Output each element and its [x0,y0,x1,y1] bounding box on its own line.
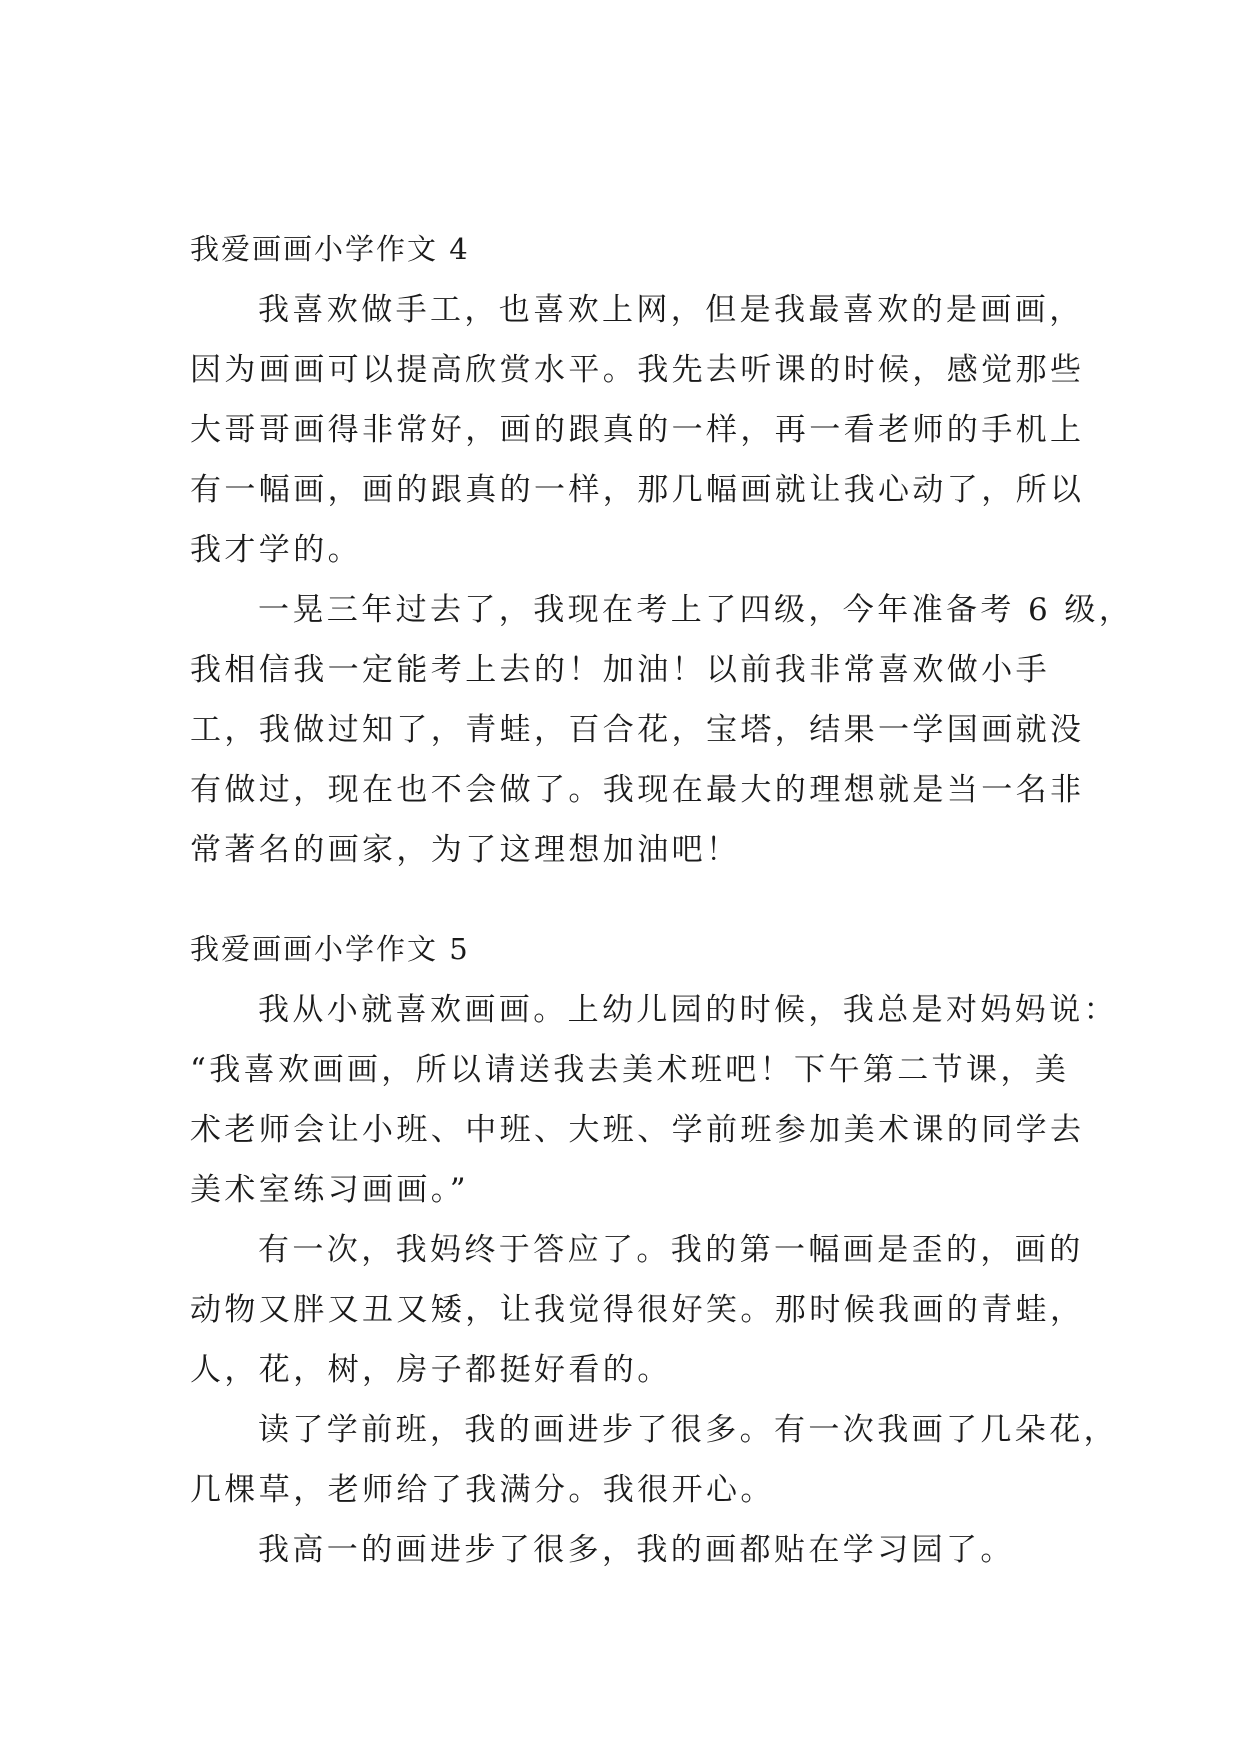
paragraph-line: 几棵草，老师给了我满分。我很开心。 [190,1472,775,1508]
paragraph-line: 我相信我一定能考上去的！加油！以前我非常喜欢做小手 [190,652,1050,688]
paragraph-line: 因为画画可以提高欣赏水平。我先去听课的时候，感觉那些 [190,352,1085,388]
paragraph-line: 工，我做过知了，青蛙，百合花，宝塔，结果一学国画就没 [190,712,1085,748]
paragraph-line: 我喜欢做手工，也喜欢上网，但是我最喜欢的是画画， [258,292,1084,328]
paragraph-line: “我喜欢画画，所以请送我去美术班吧！下午第二节课，美 [190,1052,1070,1088]
paragraph-line: 一晃三年过去了，我现在考上了四级，今年准备考 6 级， [258,592,1134,628]
paragraph-line: 有做过，现在也不会做了。我现在最大的理想就是当一名非 [190,772,1085,808]
paragraph-line: 美术室练习画画。” [190,1172,469,1208]
paragraph-line: 常著名的画家，为了这理想加油吧！ [190,832,741,868]
paragraph-line: 人，花，树，房子都挺好看的。 [190,1352,672,1388]
paragraph-line: 读了学前班，我的画进步了很多。有一次我画了几朵花， [258,1412,1118,1448]
paragraph-line: 术老师会让小班、中班、大班、学前班参加美术课的同学去 [190,1112,1085,1148]
paragraph-line: 我才学的。 [190,532,362,568]
essay-title: 我爱画画小学作文 5 [190,932,470,966]
essay-title: 我爱画画小学作文 4 [190,232,470,266]
paragraph-line: 有一幅画，画的跟真的一样，那几幅画就让我心动了，所以 [190,472,1085,508]
paragraph-line: 我高一的画进步了很多，我的画都贴在学习园了。 [258,1532,1015,1568]
paragraph-line: 大哥哥画得非常好，画的跟真的一样，再一看老师的手机上 [190,412,1085,448]
paragraph-line: 动物又胖又丑又矮，让我觉得很好笑。那时候我画的青蛙， [190,1292,1085,1328]
paragraph-line: 我从小就喜欢画画。上幼儿园的时候，我总是对妈妈说： [258,992,1118,1028]
paragraph-line: 有一次，我妈终于答应了。我的第一幅画是歪的，画的 [258,1232,1084,1268]
